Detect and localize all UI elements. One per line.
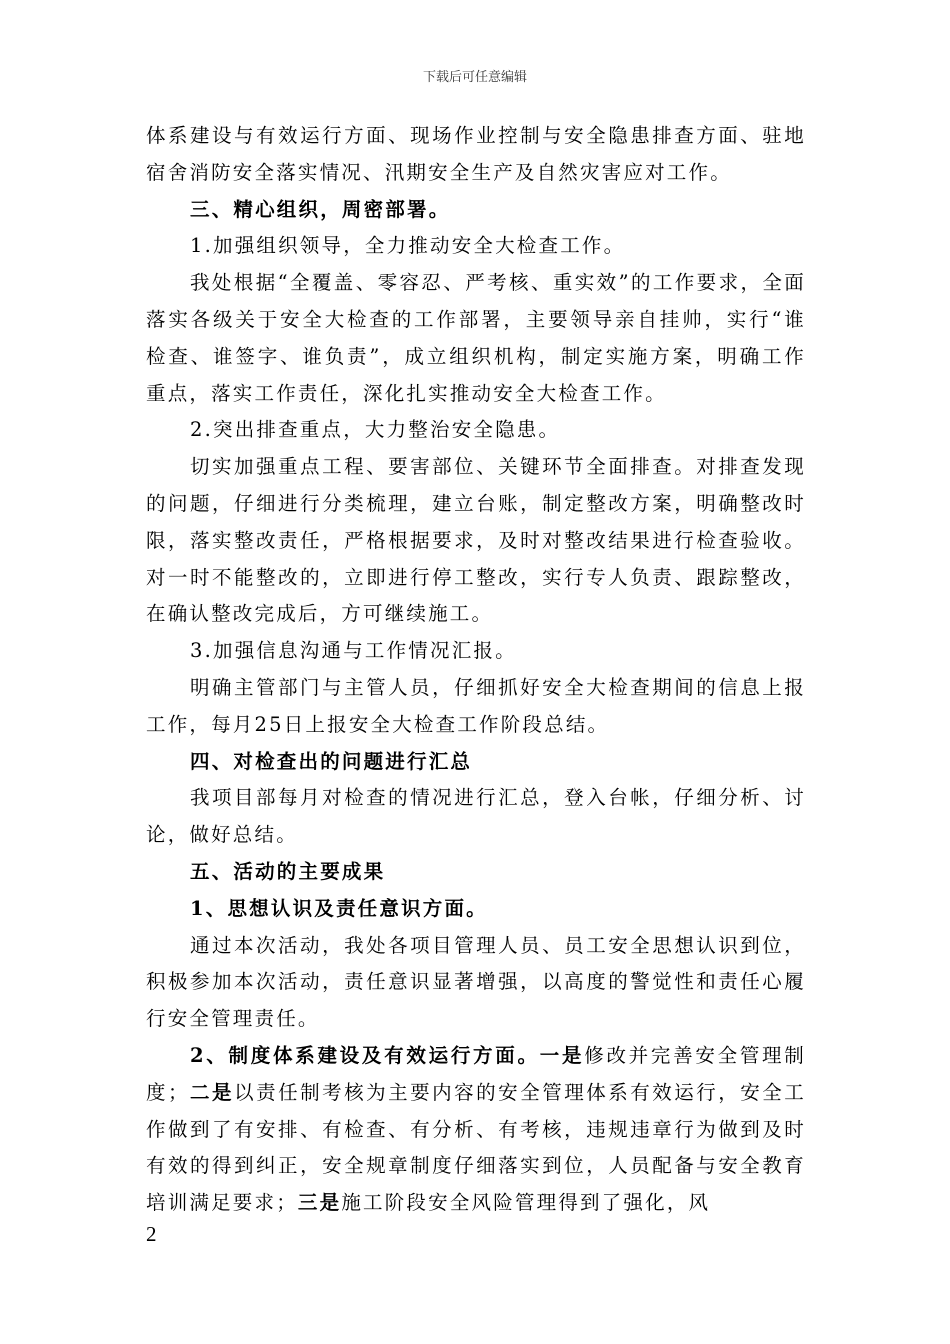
paragraph: 通过本次活动，我处各项目管理人员、员工安全思想认识到位，积极参加本次活动，责任意识显著增强，以高度的警觉性和责任心履行安全管理责任。 [146, 933, 806, 1031]
section-heading: 四、对检查出的问题进行汇总 [190, 749, 473, 773]
paragraph: 我项目部每月对检查的情况进行汇总，登入台帐，仔细分析、讨论，做好总结。 [146, 786, 806, 847]
subsection-heading: 1.加强组织领导，全力推动安全大检查工作。 [190, 234, 626, 258]
text-run: 修改并完善安全管理制度； [146, 1043, 806, 1104]
paragraph: 切实加强重点工程、要害部位、关键环节全面排查。对排查发现的问题，仔细进行分类梳理，建立台账，制定整改方案，明确整改时限，落实整改责任，严格根据要求，及时对整改结果进行检查验收。对一时不能整改的，立即进行停工整改，实行专人负责、跟踪整改，在确认整改完成后，方可继续施工。 [146, 455, 806, 626]
paragraph: 明确主管部门与主管人员，仔细抓好安全大检查期间的信息上报工作，每月25日上报安全大检查工作阶段总结。 [146, 675, 806, 736]
section-heading: 五、活动的主要成果 [190, 859, 386, 883]
subsection-heading: 1、思想认识及责任意识方面。 [190, 896, 488, 920]
paragraph: 我处根据“全覆盖、零容忍、严考核、重实效”的工作要求，全面落实各级关于安全大检查的工作部署，主要领导亲自挂帅，实行“谁检查、谁签字、谁负责”，成立组织机构，制定实施方案，明确工作重点，落实工作责任，深化扎实推动安全大检查工作。 [146, 271, 806, 405]
document-body [146, 118, 806, 1222]
paragraph [146, 1038, 806, 1222]
text-run: 以责任制考核为主要内容的安全管理体系有效运行，安全工作做到了有安排、有检查、有分析、有考核，违规违章行为做到及时有效的得到纠正，安全规章制度仔细落实到位，人员配备与安全教育培训满足要求； [146, 1080, 807, 1215]
keyword: 二是 [189, 1080, 235, 1104]
subsection-heading: 3.加强信息沟通与工作情况汇报。 [190, 639, 517, 663]
inline-heading: 2、制度体系建设及有效运行方面。 [190, 1043, 540, 1067]
page-number: 2 [146, 1222, 157, 1246]
page-header: 下载后可任意编辑 [422, 70, 527, 85]
keyword: 一是 [539, 1043, 585, 1067]
paragraph: 体系建设与有效运行方面、现场作业控制与安全隐患排查方面、驻地宿舍消防安全落实情况、汛期安全生产及自然灾害应对工作。 [146, 124, 806, 184]
keyword: 三是 [297, 1191, 342, 1215]
text-run: 施工阶段安全风险管理得到了强化，风 [341, 1191, 711, 1215]
section-heading: 三、精心组织，周密部署。 [190, 197, 451, 221]
subsection-heading: 2.突出排查重点，大力整治安全隐患。 [190, 418, 561, 442]
